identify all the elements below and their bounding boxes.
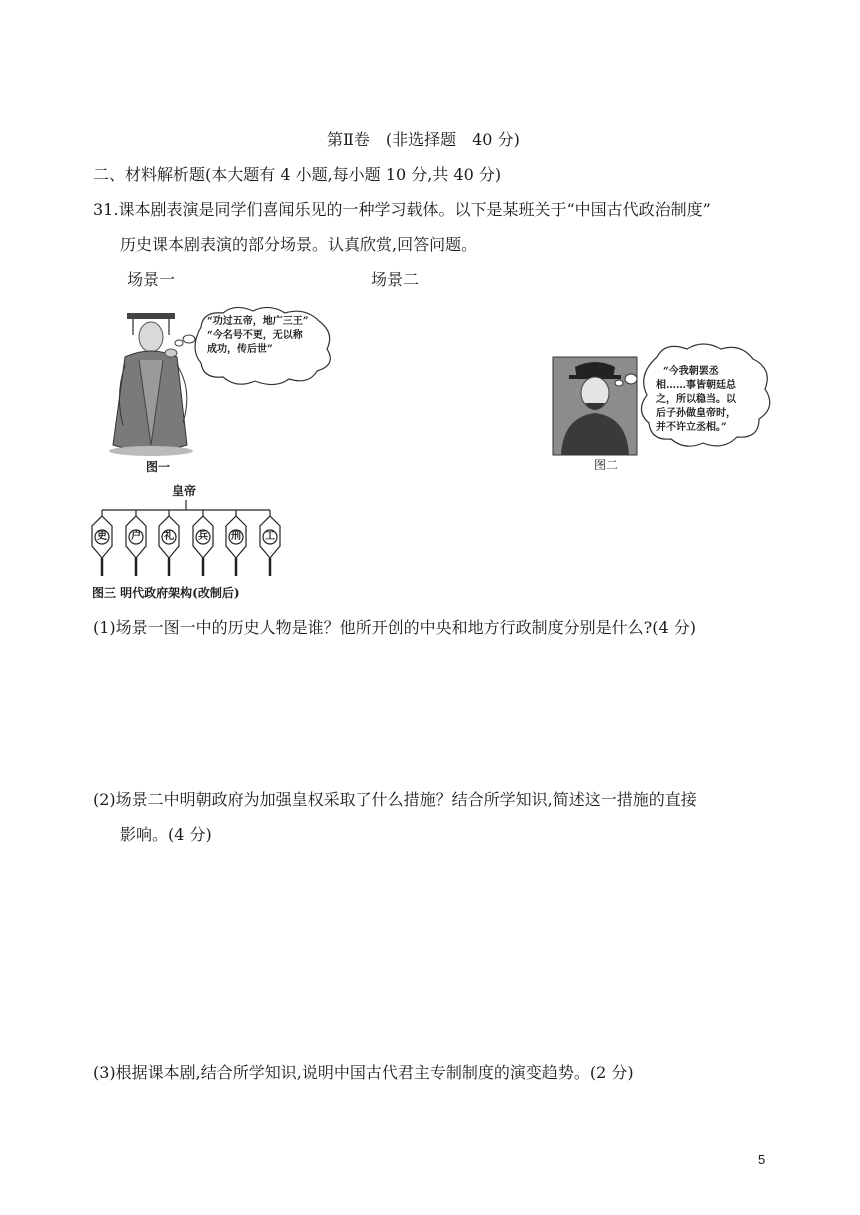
ministry-revenue: 户	[131, 531, 141, 542]
figure2-bubble-line1: “今我朝罢丞	[663, 366, 719, 377]
ministry-personnel: 吏	[97, 531, 107, 542]
ministry-works: 工	[265, 531, 275, 542]
figure1-bubble-line1: “功过五帝，地广三王”	[207, 316, 309, 327]
sub-question-3: (3)根据课本剧,结合所学知识,说明中国古代君主专制制度的演变趋势。(2 分)	[93, 1063, 634, 1082]
scene2-label: 场景二	[371, 270, 420, 289]
sub-question-1: (1)场景一图一中的历史人物是谁？他所开创的中央和地方行政制度分别是什么?(4 分)	[93, 618, 696, 637]
page-number: 5	[758, 1152, 766, 1167]
question-stem-line2: 历史课本剧表演的部分场景。认真欣赏,回答问题。	[120, 235, 478, 254]
figure3	[90, 484, 310, 584]
part-heading: 二、材料解析题(本大题有 4 小题,每小题 10 分,共 40 分)	[93, 165, 502, 184]
figure1	[105, 305, 335, 460]
ministry-rites: 礼	[164, 531, 174, 542]
figure2-bubble-line5: 并不许立丞相。”	[656, 422, 727, 433]
figure3-caption: 图三 明代政府架构(改制后)	[92, 586, 240, 600]
figure2-caption: 图二	[594, 458, 619, 472]
sub-question-2-line1: (2)场景二中明朝政府为加强皇权采取了什么措施？结合所学知识,简述这一措施的直接	[93, 790, 697, 809]
figure2	[553, 345, 773, 460]
section-title: 第Ⅱ卷 (非选择题 40 分)	[327, 130, 520, 149]
question-stem-line1: 31.课本剧表演是同学们喜闻乐见的一种学习载体。以下是某班关于“中国古代政治制度”	[93, 200, 711, 219]
ministry-justice: 刑	[231, 531, 241, 542]
figure1-bubble-line3: 成功，传后世”	[207, 344, 273, 355]
figure2-bubble-line2: 相……事皆朝廷总	[656, 380, 736, 391]
scene1-label: 场景一	[127, 270, 176, 289]
figure1-caption: 图一	[146, 460, 171, 474]
ministry-war: 兵	[198, 531, 208, 542]
figure1-bubble-line2: “今名号不更，无以称	[207, 330, 303, 341]
figure2-bubble-line4: 后子孙做皇帝时，	[656, 408, 736, 419]
sub-question-2-line2: 影响。(4 分)	[120, 825, 212, 844]
figure3-top-label: 皇帝	[172, 484, 197, 498]
figure2-bubble-line3: 之，所以稳当。以	[656, 394, 736, 405]
